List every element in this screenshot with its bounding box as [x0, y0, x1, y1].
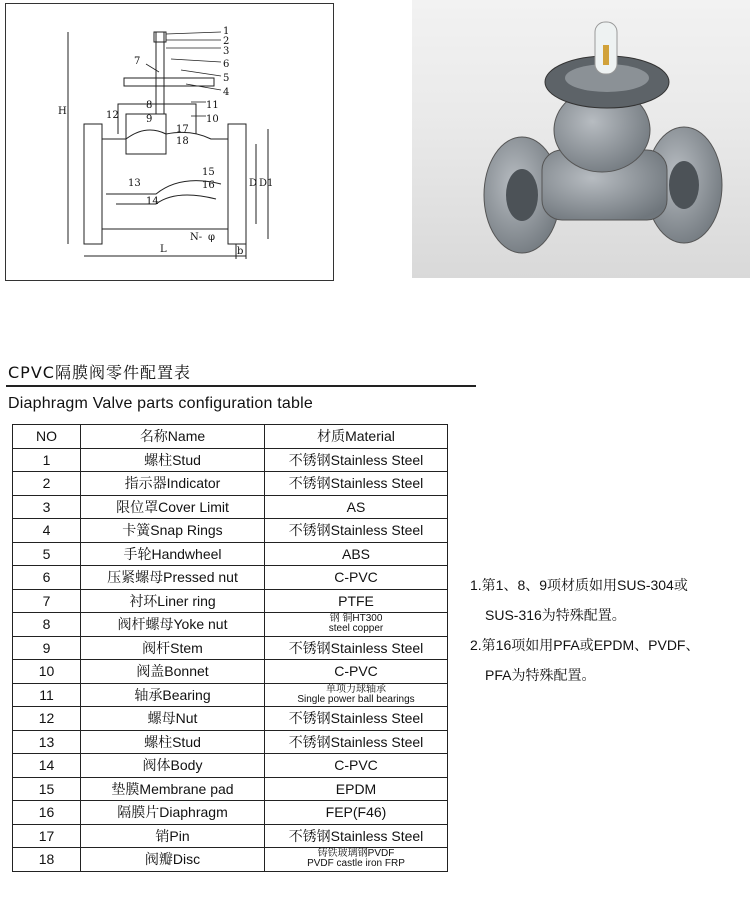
valve-photo-illustration: [412, 0, 750, 278]
cell-material: FEP(F46): [265, 801, 448, 825]
table-row: [13, 730, 448, 754]
cell-no: 8: [13, 613, 81, 637]
cell-name: 垫膜Membrane pad: [81, 777, 265, 801]
table-row: [13, 448, 448, 472]
cell-material: 不锈钢Stainless Steel: [265, 519, 448, 543]
table-title-cn: CPVC隔膜阀零件配置表: [8, 363, 191, 382]
cell-no: 14: [13, 754, 81, 778]
cell-material-line2: steel copper: [328, 623, 384, 635]
cell-material-line2: PVDF castle iron FRP: [307, 858, 405, 870]
title-divider: [6, 385, 476, 387]
cell-material: 不锈钢Stainless Steel: [265, 636, 448, 660]
table-row: [13, 495, 448, 519]
cell-name: 手轮Handwheel: [81, 542, 265, 566]
callout-2: 2: [223, 36, 230, 47]
cell-no: 10: [13, 660, 81, 684]
table-row: [13, 848, 448, 872]
table-row: [13, 754, 448, 778]
cell-no: 13: [13, 730, 81, 754]
table-row: [13, 519, 448, 543]
callout-18: 18: [176, 136, 189, 147]
cell-no: 18: [13, 848, 81, 872]
cell-material-line1: 钢 铜HT300: [329, 613, 383, 625]
header-name: 名称Name: [81, 425, 265, 449]
cell-material: AS: [265, 495, 448, 519]
cell-material-line1: 铸铁玻璃钢PVDF: [317, 848, 395, 860]
callout-10: 10: [206, 114, 219, 125]
cell-name: 压紧螺母Pressed nut: [81, 566, 265, 590]
callout-4: 4: [223, 87, 230, 98]
cell-material: C-PVC: [265, 566, 448, 590]
callout-13: 13: [128, 178, 141, 189]
cell-name: 卡簧Snap Rings: [81, 519, 265, 543]
cell-name: 销Pin: [81, 824, 265, 848]
callout-11: 11: [206, 100, 219, 111]
dim-h: H: [58, 106, 67, 117]
cell-material: ABS: [265, 542, 448, 566]
callout-1: 1: [223, 26, 230, 37]
cell-material: [265, 683, 448, 707]
configuration-notes: [470, 570, 750, 690]
cell-material: 不锈钢Stainless Steel: [265, 707, 448, 731]
callout-8: 8: [146, 100, 153, 111]
cell-material: [265, 848, 448, 872]
table-row: [13, 801, 448, 825]
table-title-en: Diaphragm Valve parts configuration table: [8, 395, 313, 412]
callout-7: 7: [134, 56, 141, 67]
cell-name: 轴承Bearing: [81, 683, 265, 707]
cell-no: 12: [13, 707, 81, 731]
callout-9: 9: [146, 114, 153, 125]
callout-14: 14: [146, 196, 159, 207]
cell-no: 17: [13, 824, 81, 848]
cell-material: EPDM: [265, 777, 448, 801]
cell-material: 不锈钢Stainless Steel: [265, 730, 448, 754]
cell-name: 限位罩Cover Limit: [81, 495, 265, 519]
cell-no: 3: [13, 495, 81, 519]
header-material: 材质Material: [265, 425, 448, 449]
valve-section-svg: [6, 4, 333, 280]
callout-17: 17: [176, 124, 189, 135]
table-row: [13, 589, 448, 613]
callout-3: 3: [223, 46, 230, 57]
cell-material: C-PVC: [265, 660, 448, 684]
cell-name: 衬环Liner ring: [81, 589, 265, 613]
callout-16: 16: [202, 180, 215, 191]
callout-15: 15: [202, 167, 215, 178]
cell-name: 阀杆Stem: [81, 636, 265, 660]
cell-material-line1: 单项力球轴承: [326, 683, 386, 695]
cell-material: [265, 613, 448, 637]
cell-material: 不锈钢Stainless Steel: [265, 448, 448, 472]
dim-l: L: [160, 244, 167, 255]
dim-b: b: [237, 246, 244, 257]
table-row: [13, 542, 448, 566]
cell-no: 9: [13, 636, 81, 660]
cell-name: 螺母Nut: [81, 707, 265, 731]
cell-material-line2: Single power ball bearings: [297, 693, 415, 705]
cell-no: 16: [13, 801, 81, 825]
cell-material: 不锈钢Stainless Steel: [265, 824, 448, 848]
product-photo: [412, 0, 750, 278]
table-row: [13, 636, 448, 660]
cell-no: 5: [13, 542, 81, 566]
callout-12: 12: [106, 110, 119, 121]
cell-name: 螺柱Stud: [81, 448, 265, 472]
cell-name: 指示器Indicator: [81, 472, 265, 496]
cell-material: C-PVC: [265, 754, 448, 778]
dim-n: N-: [190, 232, 203, 243]
cell-no: 15: [13, 777, 81, 801]
cell-name: 螺柱Stud: [81, 730, 265, 754]
table-row: [13, 613, 448, 637]
table-row: [13, 472, 448, 496]
note-1-line-1: 1.第1、8、9项材质如用SUS-304或: [470, 577, 688, 593]
callout-5: 5: [223, 73, 230, 84]
cell-name: 阀瓣Disc: [81, 848, 265, 872]
cell-name: 隔膜片Diaphragm: [81, 801, 265, 825]
cell-no: 7: [13, 589, 81, 613]
dim-phi: φ: [208, 232, 216, 243]
cell-name: 阀盖Bonnet: [81, 660, 265, 684]
cell-material: PTFE: [265, 589, 448, 613]
cell-name: 阀体Body: [81, 754, 265, 778]
header-no: NO: [13, 425, 81, 449]
cell-no: 11: [13, 683, 81, 707]
table-row: [13, 660, 448, 684]
valve-technical-drawing: [5, 3, 334, 281]
dim-d1: D1: [259, 178, 274, 189]
dim-d: D: [249, 178, 258, 189]
note-2-line-2: PFA为特殊配置。: [485, 667, 596, 683]
table-row: [13, 683, 448, 707]
cell-name: 阀杆螺母Yoke nut: [81, 613, 265, 637]
cell-no: 1: [13, 448, 81, 472]
table-row: [13, 824, 448, 848]
cell-no: 2: [13, 472, 81, 496]
cell-no: 4: [13, 519, 81, 543]
callout-6: 6: [223, 59, 230, 70]
cell-material: 不锈钢Stainless Steel: [265, 472, 448, 496]
cell-no: 6: [13, 566, 81, 590]
table-row: [13, 707, 448, 731]
note-1-line-2: SUS-316为特殊配置。: [485, 607, 626, 623]
note-2-line-1: 2.第16项如用PFA或EPDM、PVDF、: [470, 637, 700, 653]
table-row: [13, 777, 448, 801]
table-header-row: [13, 425, 448, 449]
table-row: [13, 566, 448, 590]
parts-table: [12, 424, 448, 872]
